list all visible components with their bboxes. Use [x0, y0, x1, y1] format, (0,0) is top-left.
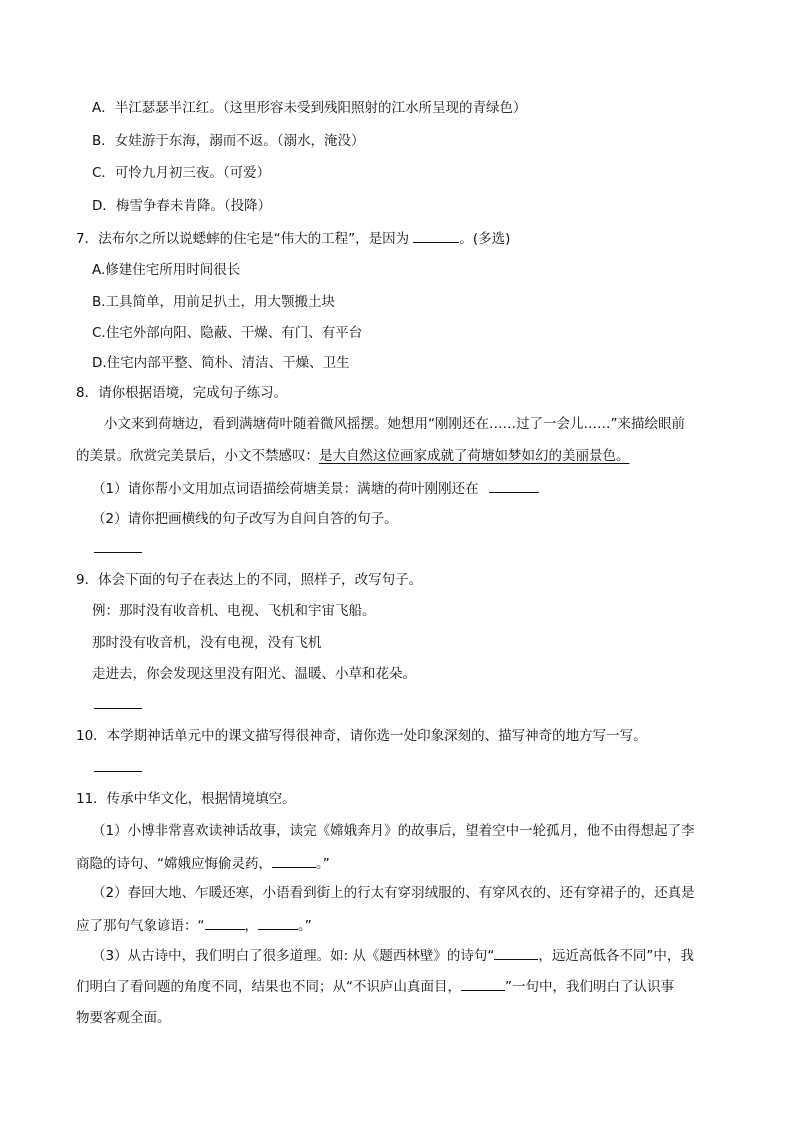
q11-sub3-blank-2: [461, 976, 505, 991]
q11-sub3-line1: （3）从古诗中，我们明白了很多道理。如: 从《题西林壁》的诗句“ ，远近高低各不同”中，我: [92, 945, 694, 966]
q9-stem: 9．体会下面的句子在表达上的不同，照样子，改写句子。: [76, 572, 423, 588]
q10-answer-line: [94, 771, 142, 772]
q8-sub1-blank: [489, 478, 539, 493]
q11-sub2-line2: 应了那句气象谚语：“ ， 。”: [76, 915, 312, 936]
q11-sub3-line2: 们明白了看问题的角度不同，结果也不同；从“不识庐山真面目， ”一句中，我们明白了认识事: [76, 976, 674, 997]
q11-sub1-blank: [272, 853, 316, 868]
q8-sub2: （2）请你把画横线的句子改写为自问自答的句子。: [92, 511, 398, 527]
q6-option-d: D．梅雪争春未肯降。（投降）: [92, 198, 272, 214]
q7-option-d: D.住宅内部平整、简朴、清洁、干燥、卫生: [92, 355, 350, 371]
q8-paragraph-line1: 小文来到荷塘边，看到满塘荷叶随着微风摇摆。她想用“刚刚还在……过了一会儿……”来描绘眼前: [104, 416, 685, 432]
q7-option-b: B.工具简单，用前足扒土，用大颚搬土块: [92, 294, 336, 310]
q6-option-c: C．可怜九月初三夜。（可爱）: [92, 165, 271, 181]
q9-rewrite: 那时没有收音机，没有电视，没有飞机: [92, 635, 322, 651]
q11-sub2-blank-1: [205, 915, 245, 930]
q7-option-c: C.住宅外部向阳、隐蔽、干燥、有门、有平台: [92, 325, 363, 341]
q11-sub3-blank-1: [494, 945, 538, 960]
q6-option-b: B．女娃游于东海，溺而不返。（溺水，淹没）: [92, 133, 365, 149]
q7-option-a: A.修建住宅所用时间很长: [92, 262, 241, 278]
q11-stem: 11．传承中华文化，根据情境填空。: [76, 791, 296, 807]
q8-sub1: （1）请你帮小文用加点词语描绘荷塘美景：满塘的荷叶刚刚还在: [92, 478, 539, 499]
q10-stem: 10．本学期神话单元中的课文描写得很神奇，请你选一处印象深刻的、描写神奇的地方写一写。: [76, 728, 647, 744]
q11-sub1-line2: 商隐的诗句、“嫦娥应悔偷灵药， 。”: [76, 853, 330, 874]
q8-stem: 8．请你根据语境，完成句子练习。: [76, 385, 288, 401]
q8-answer-line: [94, 552, 142, 553]
q7-stem: 7．法布尔之所以说蟋蟀的住宅是“伟大的工程”，是因为 。(多选): [76, 228, 510, 249]
q11-sub3-line3: 物要客观全面。: [76, 1010, 171, 1026]
q9-answer-line: [94, 708, 142, 709]
q6-option-a: A．半江瑟瑟半江红。（这里形容未受到残阳照射的江水所呈现的青绿色）: [92, 100, 527, 116]
q11-sub2-blank-2: [258, 915, 298, 930]
q8-paragraph-line2: 的美景。欣赏完美景后，小文不禁感叹：是大自然这位画家成就了荷塘如梦如幻的美丽景色。: [76, 448, 630, 464]
q7-answer-blank: [413, 228, 459, 243]
q9-example: 例：那时没有收音机、电视、飞机和宇宙飞船。: [92, 603, 376, 619]
q11-sub2-line1: （2）春回大地、乍暖还寒，小语看到街上的行太有穿羽绒服的、有穿风衣的、还有穿裙子的，还真是: [92, 885, 695, 901]
q9-task: 走进去，你会发现这里没有阳光、温暖、小草和花朵。: [92, 666, 416, 682]
q8-underlined-sentence: 是大自然这位画家成就了荷塘如梦如幻的美丽景色。: [319, 448, 630, 464]
q11-sub1-line1: （1）小博非常喜欢读神话故事，读完《嫦娥奔月》的故事后，望着空中一轮孤月，他不由得想起了李: [92, 823, 695, 839]
